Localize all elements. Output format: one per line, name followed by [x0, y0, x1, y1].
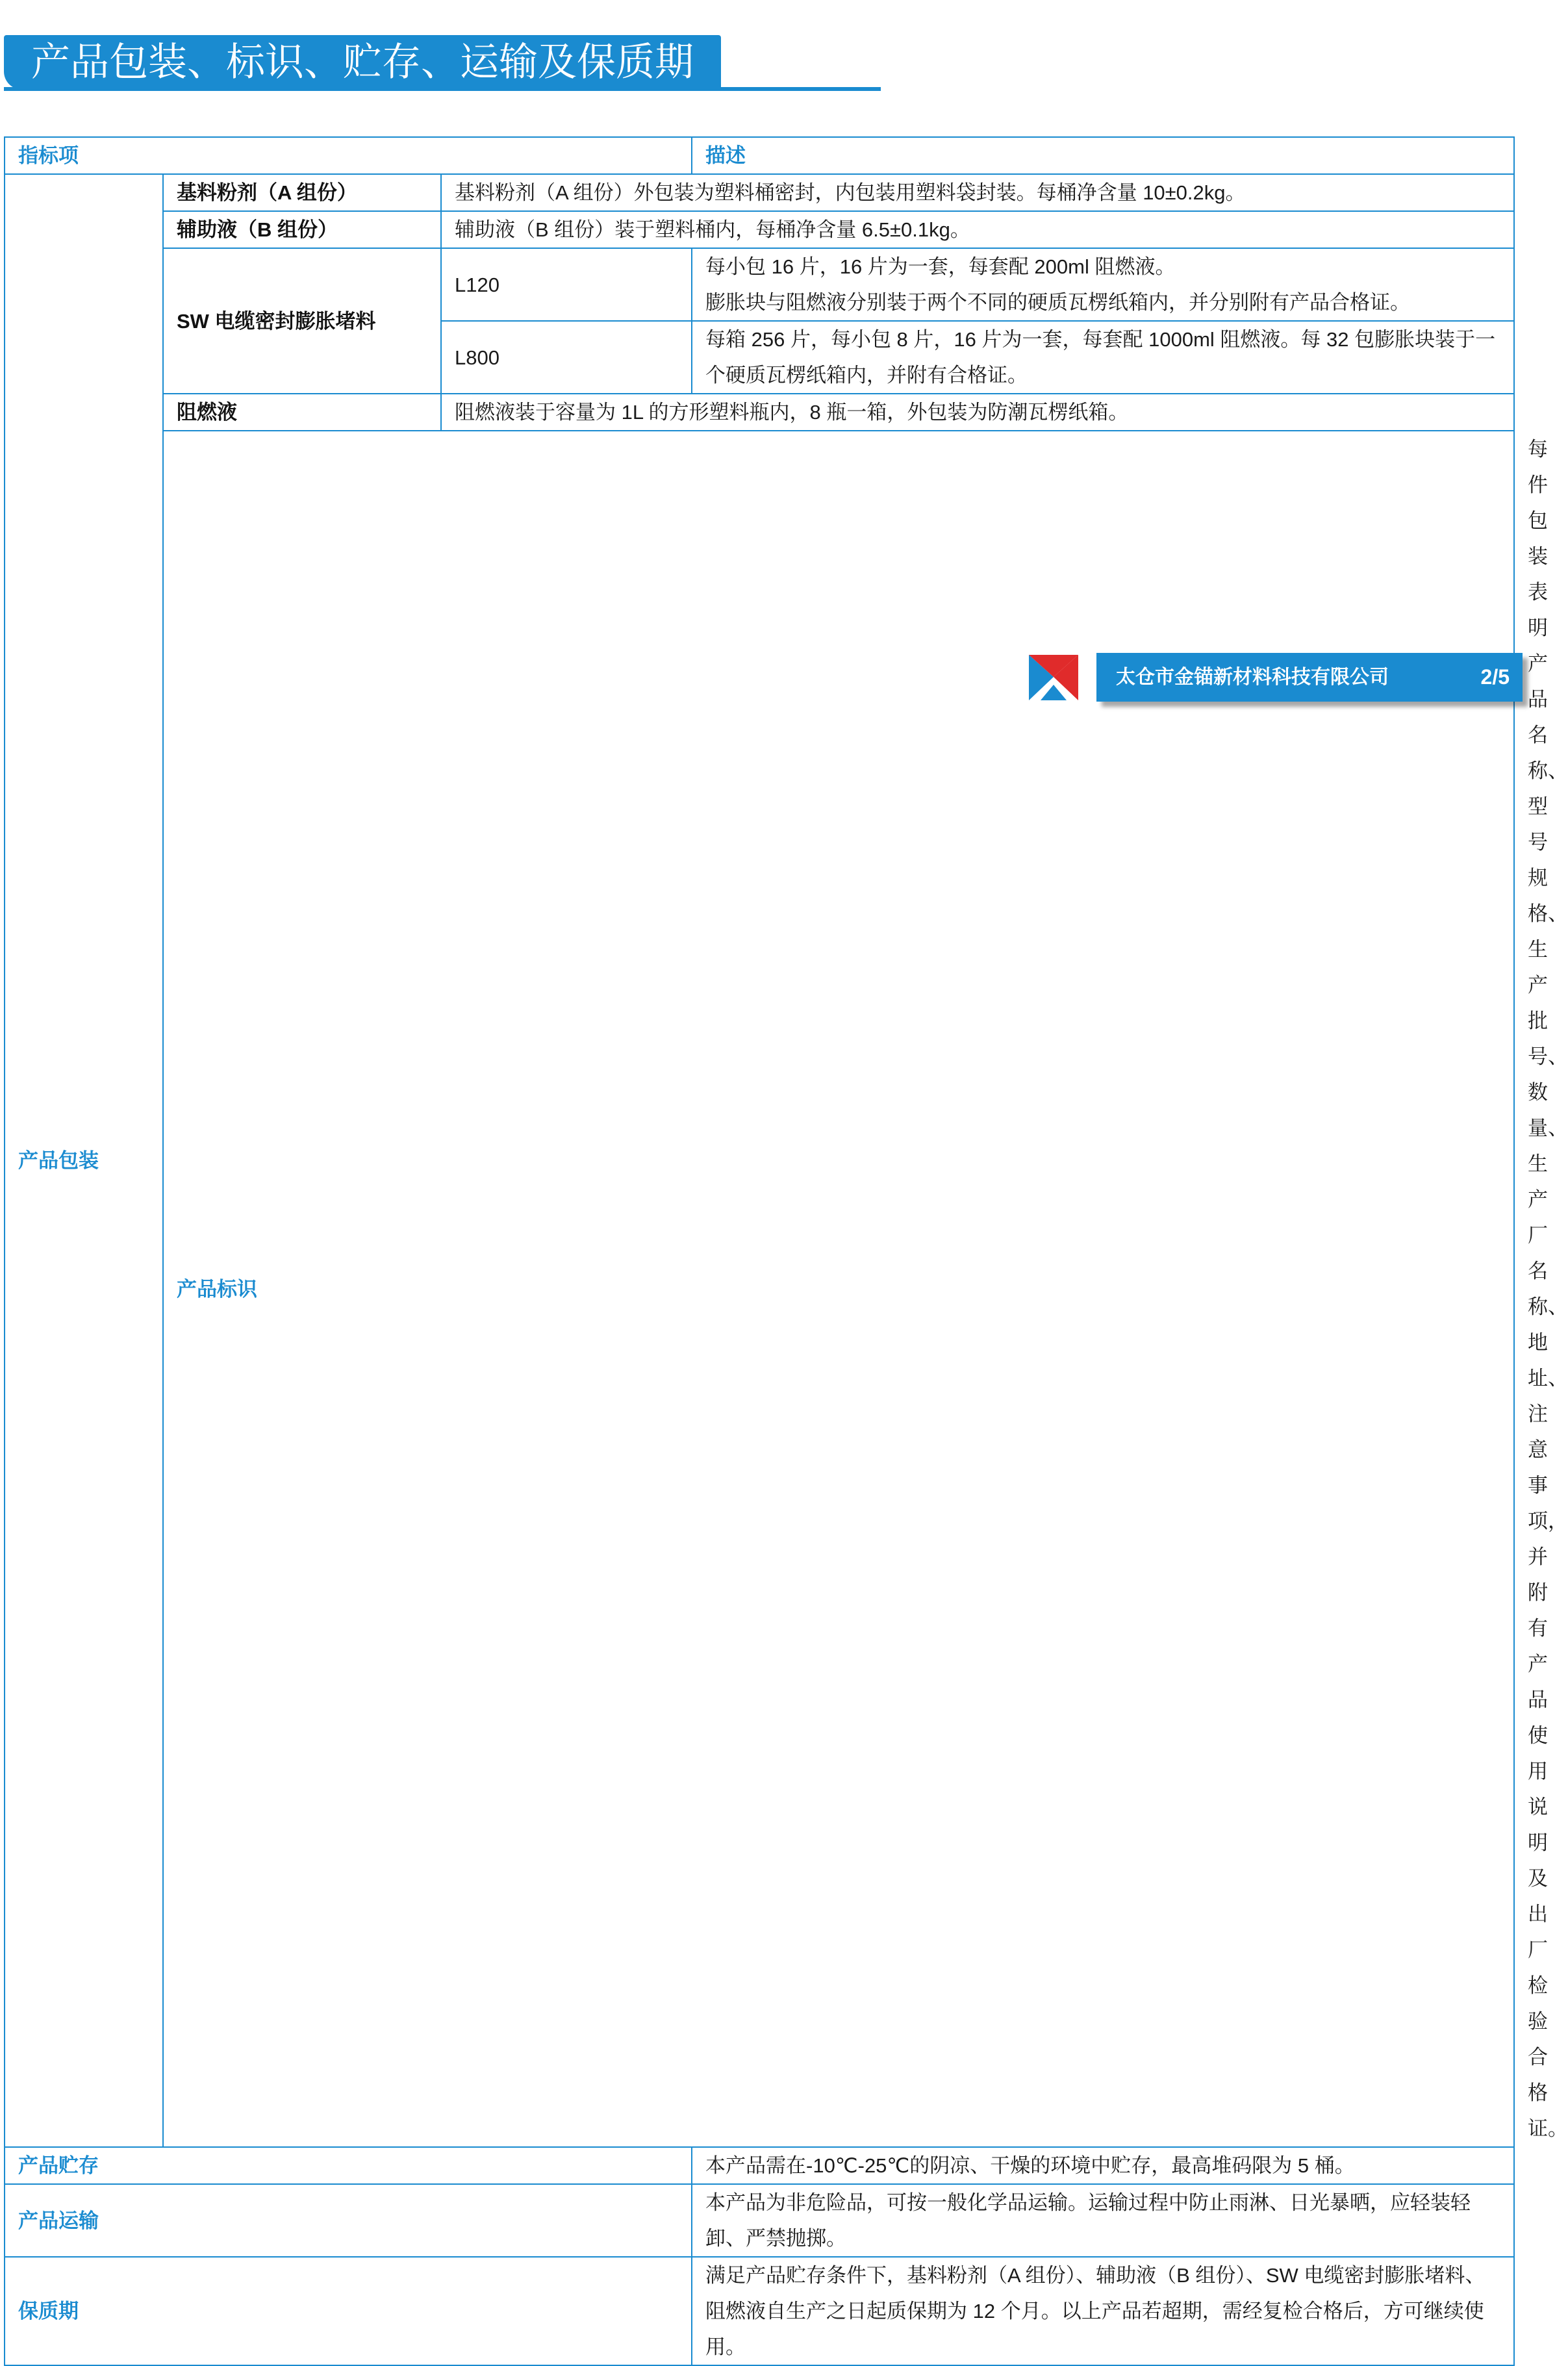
- desc-l120: [692, 248, 1514, 321]
- item-sw-sealant: SW 电缆密封膨胀堵料: [163, 248, 441, 394]
- desc-a-component: 基料粉剂（A 组份）外包装为塑料桶密封，内包装用塑料袋封装。每桶净含量 10±0.2kg。: [441, 174, 1514, 211]
- desc-l800: 每箱 256 片，每小包 8 片，16 片为一套，每套配 1000ml 阻燃液。每 32 包膨胀块装于一个硬质瓦楞纸箱内，并附有合格证。: [692, 321, 1514, 394]
- spec-table: [4, 136, 1568, 2366]
- item-b-component: 辅助液（B 组份）: [163, 211, 441, 248]
- table-row: [5, 2257, 1514, 2365]
- category-storage: 产品贮存: [5, 2147, 692, 2184]
- table-row: [5, 211, 1514, 248]
- desc-shelf-life: 满足产品贮存条件下，基料粉剂（A 组份）、辅助液（B 组份）、SW 电缆密封膨胀堵料、阻燃液自生产之日起质保期为 12 个月。以上产品若超期，需经复检合格后，方可继续使用。: [692, 2257, 1514, 2365]
- company-logo-icon: [1026, 652, 1081, 703]
- category-shelf-life: 保质期: [5, 2257, 692, 2365]
- page-number: 2/5: [1480, 665, 1510, 689]
- desc-l120-line-1: 每小包 16 片，16 片为一套，每套配 200ml 阻燃液。: [705, 255, 1176, 278]
- category-marking: 产品标识: [163, 431, 1514, 2147]
- model-l120: L120: [441, 248, 692, 321]
- item-fire-retardant: 阻燃液: [163, 394, 441, 431]
- category-packaging: 产品包装: [5, 174, 163, 2147]
- page-title: 产品包装、标识、贮存、运输及保质期: [31, 40, 694, 84]
- table-row: 产品标识 每件包装表明产品名称、型号规格、生产批号、数量、生产厂名称、地址、注意事项，并附有产品使用说明及出厂检验合格证。: [5, 431, 1514, 2147]
- table-row: [5, 2184, 1514, 2257]
- item-a-component: 基料粉剂（A 组份）: [163, 174, 441, 211]
- table-row: [5, 248, 1514, 321]
- table-row: [5, 394, 1514, 431]
- table-row: [5, 2147, 1514, 2184]
- desc-fire-retardant: 阻燃液装于容量为 1L 的方形塑料瓶内，8 瓶一箱，外包装为防潮瓦楞纸箱。: [441, 394, 1514, 431]
- header-desc: 描述: [692, 137, 1514, 174]
- desc-storage: 本产品需在-10℃-25℃的阴凉、干燥的环境中贮存，最高堆码限为 5 桶。: [692, 2147, 1514, 2184]
- table-row: [5, 174, 1514, 211]
- desc-l120-line-2: 膨胀块与阻燃液分别装于两个不同的硬质瓦楞纸箱内，并分别附有产品合格证。: [705, 291, 1410, 314]
- category-transport: 产品运输: [5, 2184, 692, 2257]
- footer-bar: [1096, 653, 1523, 702]
- desc-b-component: 辅助液（B 组份）装于塑料桶内，每桶净含量 6.5±0.1kg。: [441, 211, 1514, 248]
- table-header-row: [5, 137, 1514, 174]
- logo-blue-bottom-shape: [1041, 685, 1067, 700]
- desc-transport: 本产品为非危险品，可按一般化学品运输。运输过程中防止雨淋、日光暴晒，应轻装轻卸、严禁抛掷。: [692, 2184, 1514, 2257]
- model-l800: L800: [441, 321, 692, 394]
- company-name: 太仓市金锚新材料科技有限公司: [1116, 667, 1389, 688]
- header-item: 指标项: [5, 137, 692, 174]
